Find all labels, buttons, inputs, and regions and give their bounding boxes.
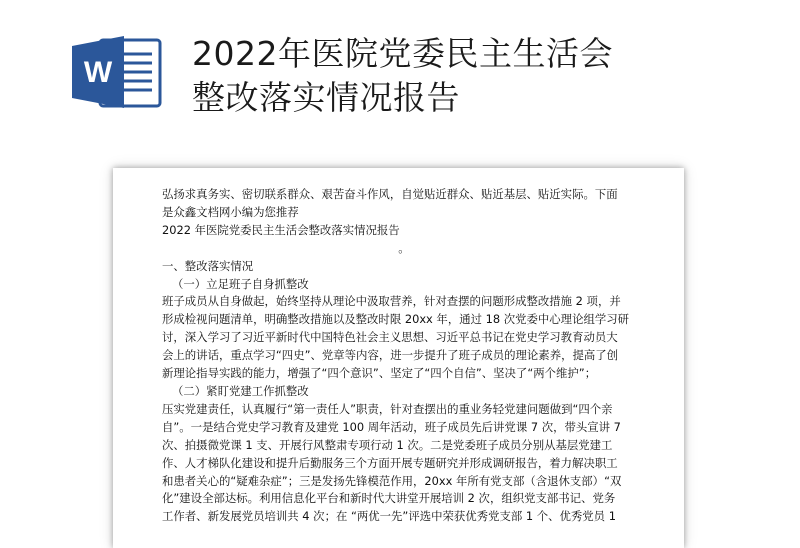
document-body [162, 186, 646, 526]
subsection-heading: （一）立足班子自身抓整改 [172, 276, 309, 291]
subsection-heading: （二）紧盯党建工作抓整改 [172, 383, 309, 398]
doc-line: 化”建设全部达标。利用信息化平台和新时代大讲堂开展培训 2 次，组织党支部书记、党务 [162, 491, 616, 506]
doc-line: 是众鑫文档网小编为您推荐 [162, 204, 299, 219]
doc-line: 作、人才梯队化建设和提升后勤服务三个方面开展专题研究并形成调研报告，着力解决职工 [162, 455, 618, 470]
doc-line: 2022 年医院党委民主生活会整改落实情况报告 [162, 222, 400, 237]
word-icon-letter: W [83, 56, 113, 89]
doc-line: 自”。一是结合党史学习教育及建党 100 周年活动，班子成员先后讲党课 7 次，带头宣讲 7 [162, 419, 621, 434]
title-line-1: 2022年医院党委民主生活会 [192, 34, 613, 73]
doc-line: 。 [398, 240, 410, 255]
doc-line: 压实党建责任，认真履行“第一责任人”职责，针对查摆出的重业务轻党建问题做到“四个亲 [162, 401, 613, 416]
section-heading: 一、整改落实情况 [162, 258, 254, 273]
page-title [192, 32, 613, 120]
doc-line: 班子成员从自身做起，始终坚持从理论中汲取营养，针对查摆的问题形成整改措施 2 项，并 [162, 294, 621, 309]
doc-line: 和患者关心的“疑难杂症”；三是发扬先锋模范作用，20xx 年所有党支部（含退休支部）“双 [162, 473, 622, 488]
doc-line: 次、拍摄微党课 1 支、开展行风整肃专项行动 1 次。二是党委班子成员分别从基层党建工 [162, 437, 613, 452]
doc-line: 新理论指导实践的能力，增强了“四个意识”、坚定了“四个自信”、坚决了“两个维护”； [162, 366, 597, 381]
word-document-icon [72, 34, 164, 110]
doc-line: 会上的讲话，重点学习“四史”、党章等内容，进一步提升了班子成员的理论素养，提高了创 [162, 348, 619, 363]
page-header [0, 0, 800, 160]
doc-line: 讨，深入学习了习近平新时代中国特色社会主义思想、习近平总书记在党史学习教育动员大 [162, 330, 618, 345]
doc-line: 弘扬求真务实、密切联系群众、艰苦奋斗作风，自觉贴近群众、贴近基层、贴近实际。下面 [162, 187, 618, 201]
doc-line: 工作者、新发展党员培训共 4 次；在 “两优一先”评选中荣获优秀党支部 1 个、优秀党员 1 [162, 509, 616, 524]
title-line-2: 整改落实情况报告 [192, 78, 460, 117]
document-page [113, 168, 684, 548]
doc-line: 形成检视问题清单，明确整改措施以及整改时限 20xx 年，通过 18 次党委中心理论组学习研 [162, 312, 630, 327]
